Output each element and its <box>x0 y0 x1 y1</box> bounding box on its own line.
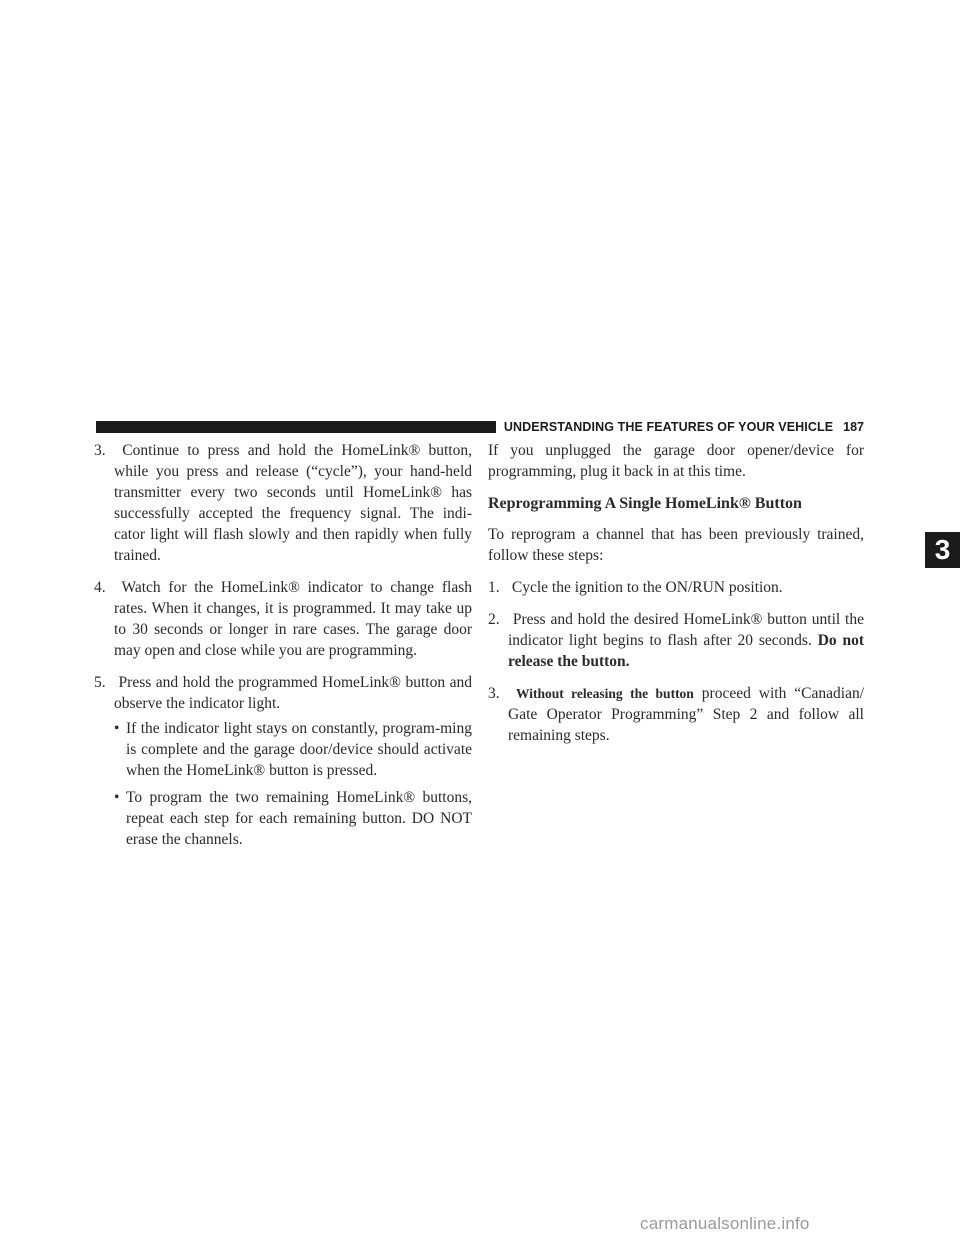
list-item <box>94 577 472 661</box>
bullet-icon: • <box>114 789 120 806</box>
step-text: Press and hold the desired HomeLink® button until the indicator light begins to flash after 20 seconds. <box>508 611 864 649</box>
bullet-item <box>94 718 472 781</box>
chapter-tab: 3 <box>925 532 960 568</box>
left-column <box>94 440 472 856</box>
bullet-text: To program the two remaining HomeLink® buttons, repeat each step for each remaining button. DO NOT erase the channels. <box>126 789 472 848</box>
step-text: Cycle the ignition to the ON/RUN position. <box>511 579 783 596</box>
intro-paragraph: If you unplugged the garage door opener/device for programming, plug it back in at this time. <box>488 442 864 480</box>
step-item <box>488 683 864 746</box>
step-item <box>488 609 864 672</box>
watermark-text: carmanualsonline.info <box>640 1214 810 1233</box>
page-header <box>96 421 864 433</box>
list-item-number: 3. <box>94 442 106 459</box>
list-item-text: Continue to press and hold the HomeLink® button, while you press and release (“cycle”), your hand-held transmitter every two seconds until HomeLink® has successfully accepted the frequency signal. The indi-cator light will flash slowly and then rapidly when fully trained. <box>114 442 472 564</box>
step-bold-text: Do not release the button. <box>508 632 864 670</box>
list-item <box>94 672 472 714</box>
list-item <box>94 440 472 566</box>
list-item-number: 5. <box>94 674 106 691</box>
step-number: 1. <box>488 579 500 596</box>
step-number: 2. <box>488 611 500 628</box>
step-bold-text: Without releasing the button <box>515 686 694 701</box>
section-heading: Reprogramming A Single HomeLink® Button <box>488 495 802 512</box>
section-title: UNDERSTANDING THE FEATURES OF YOUR VEHICLE <box>503 420 834 434</box>
step-text: proceed with “Canadian/ Gate Operator Programming” Step 2 and follow all remaining steps. <box>508 685 865 744</box>
right-column <box>488 440 864 757</box>
lead-paragraph: To reprogram a channel that has been previously trained, follow these steps: <box>488 526 864 564</box>
list-item-text: Watch for the HomeLink® indicator to change flash rates. When it changes, it is programmed. It may take up to 30 seconds or longer in rare cases. The garage door may open and close while you are programming. <box>114 579 472 659</box>
page-number: 187 <box>843 420 864 434</box>
list-item-number: 4. <box>94 579 106 596</box>
list-item-text: Press and hold the programmed HomeLink® button and observe the indicator light. <box>114 674 473 712</box>
step-item <box>488 577 864 598</box>
header-rule <box>96 421 496 433</box>
bullet-icon: • <box>114 720 120 737</box>
bullet-text: If the indicator light stays on constantly, program-ming is complete and the garage door/device should activate when the HomeLink® button is pressed. <box>126 720 472 779</box>
step-number: 3. <box>488 685 500 702</box>
bullet-item <box>94 787 472 850</box>
